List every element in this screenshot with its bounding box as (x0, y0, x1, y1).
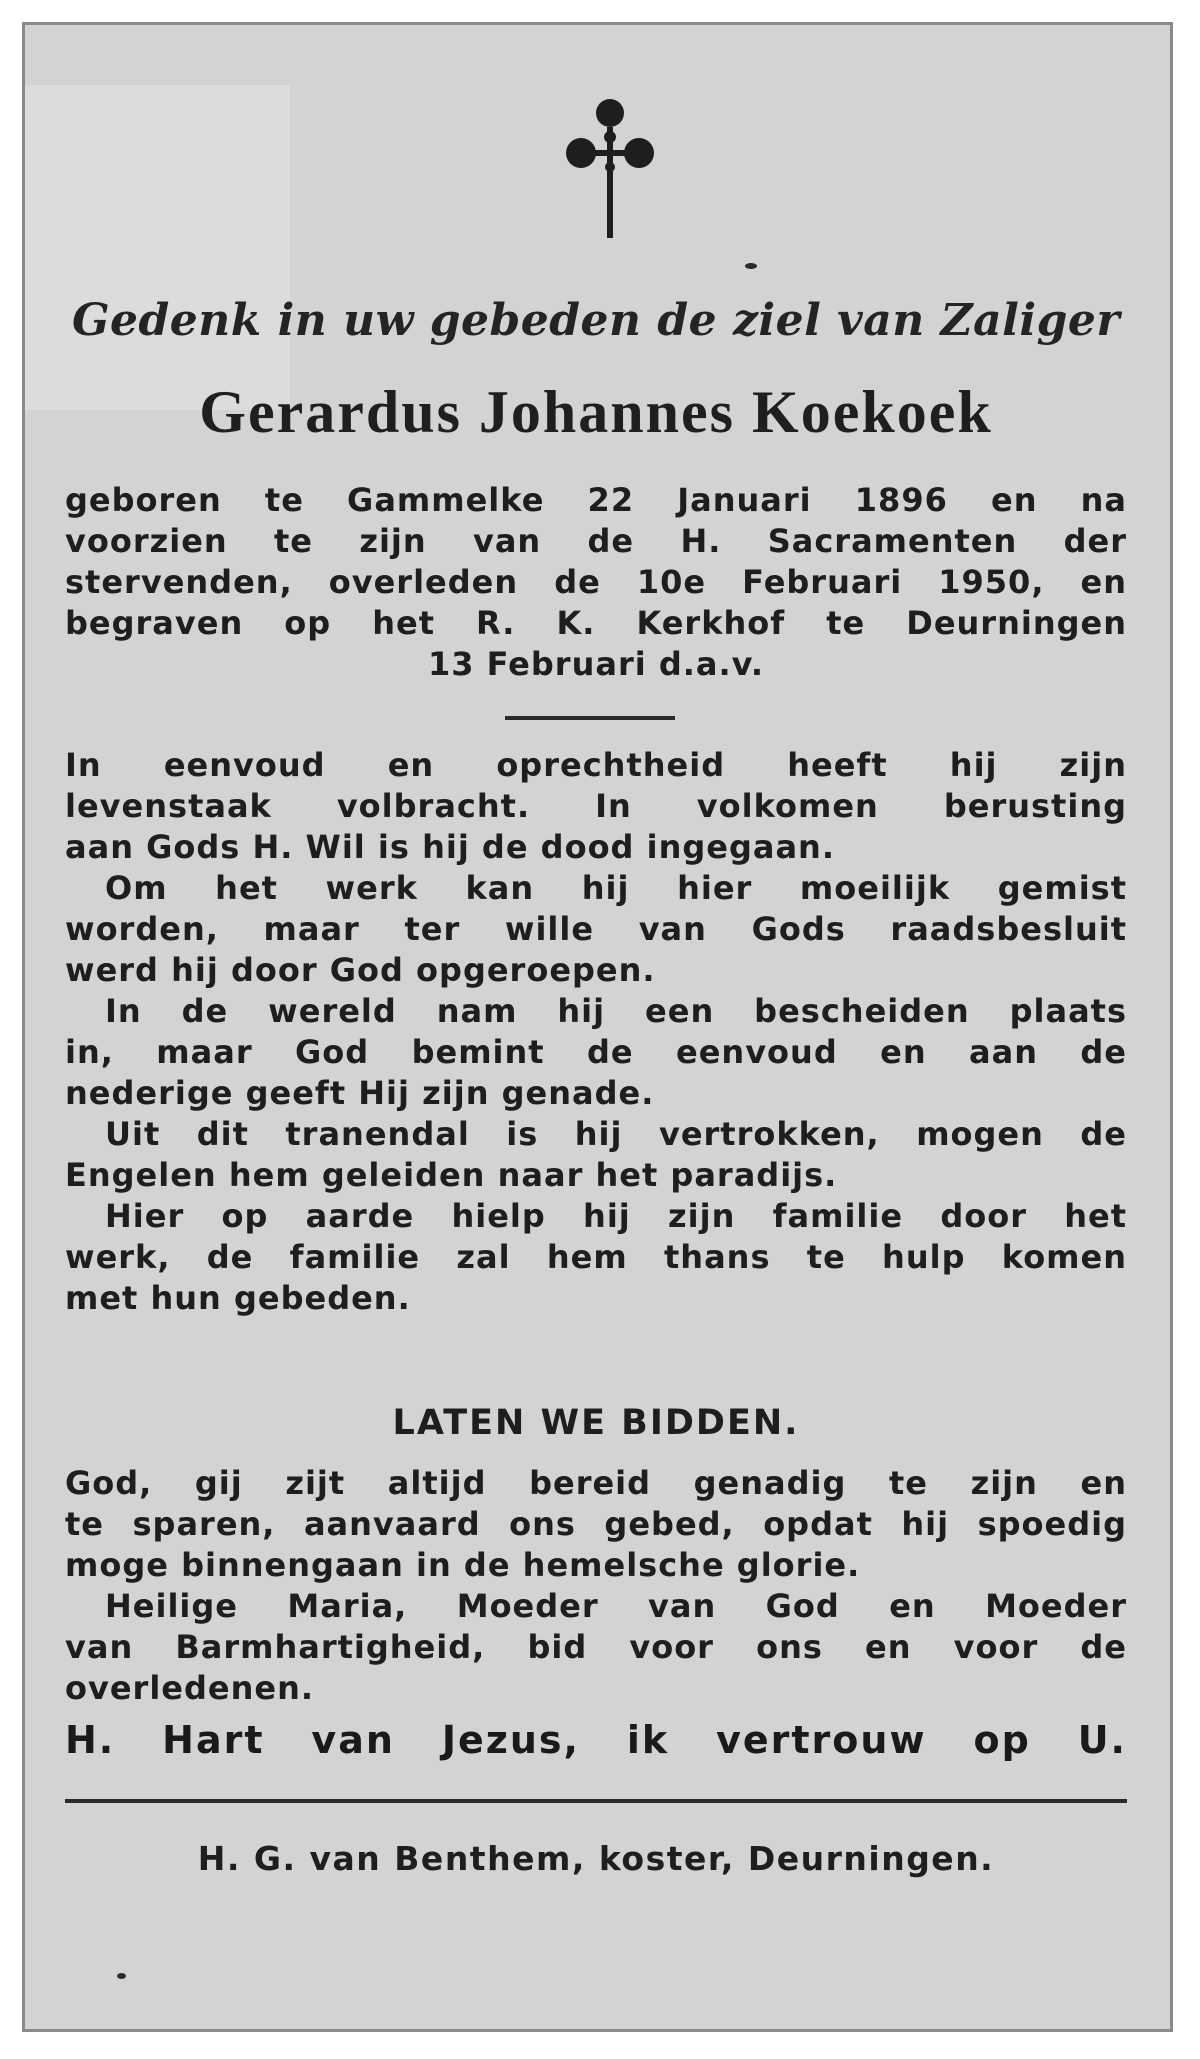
biography-line: voorzien te zijn van de H. Sacramenten der (65, 522, 1127, 560)
faded-paper-patch (25, 85, 290, 410)
prayer-line: overledenen. (65, 1669, 315, 1707)
deceased-name: Gerardus Johannes Koekoek (199, 379, 993, 445)
eulogy-line: Engelen hem geleiden naar het paradijs. (65, 1156, 838, 1194)
eulogy-line: In eenvoud en oprechtheid heeft hij zijn (65, 746, 1127, 784)
memorial-card (22, 22, 1173, 2032)
eulogy-line: werd hij door God opgeroepen. (65, 951, 656, 989)
printer-credit: H. G. van Benthem, koster, Deurningen. (197, 1839, 995, 1878)
biography-line: 13 Februari d.a.v. (427, 645, 765, 683)
eulogy-line: levenstaak volbracht. In volkomen berusting (65, 787, 1127, 825)
prayer-line: van Barmhartigheid, bid voor ons en voor de (65, 1628, 1127, 1666)
biography-paragraph (65, 480, 1127, 685)
biography-line: begraven op het R. K. Kerkhof te Deurningen (65, 604, 1127, 642)
eulogy-line: in, maar God bemint de eenvoud en aan de (65, 1033, 1127, 1071)
short-divider (505, 716, 675, 720)
eulogy-line: In de wereld nam hij een bescheiden plaats (105, 992, 1127, 1030)
prayer-line: te sparen, aanvaard ons gebed, opdat hij spoedig (65, 1505, 1127, 1543)
cross-icon (565, 95, 655, 240)
prayer-line: God, gij zijt altijd bereid genadig te zijn en (65, 1464, 1127, 1502)
ink-speck (117, 1973, 126, 1979)
eulogy-line: Uit dit tranendal is hij vertrokken, mogen de (105, 1115, 1127, 1153)
prayer-heading: LATEN WE BIDDEN. (392, 1403, 800, 1443)
eulogy-line: met hun gebeden. (65, 1279, 411, 1317)
prayer-line: moge binnengaan in de hemelsche glorie. (65, 1546, 861, 1584)
biography-line: geboren te Gammelke 22 Januari 1896 en na (65, 481, 1127, 519)
ink-speck (745, 263, 757, 269)
invocation-line: Gedenk in uw gebeden de ziel van Zaliger (71, 295, 1121, 346)
eulogy-line: Hier op aarde hielp hij zijn familie door het (105, 1197, 1127, 1235)
eulogy-line: worden, maar ter wille van Gods raadsbesluit (65, 910, 1127, 948)
prayer-line: Heilige Maria, Moeder van God en Moeder (105, 1587, 1127, 1625)
eulogy-paragraph (65, 745, 1127, 1319)
biography-line: stervenden, overleden de 10e Februari 1950, en (65, 563, 1127, 601)
prayer-paragraph (65, 1463, 1127, 1709)
devotion-line: H. Hart van Jezus, ik vertrouw op U. (65, 1718, 1127, 1762)
eulogy-line: nederige geeft Hij zijn genade. (65, 1074, 655, 1112)
eulogy-line: werk, de familie zal hem thans te hulp komen (65, 1238, 1127, 1276)
eulogy-line: Om het werk kan hij hier moeilijk gemist (105, 869, 1127, 907)
eulogy-line: aan Gods H. Wil is hij de dood ingegaan. (65, 828, 835, 866)
long-divider (65, 1799, 1127, 1803)
